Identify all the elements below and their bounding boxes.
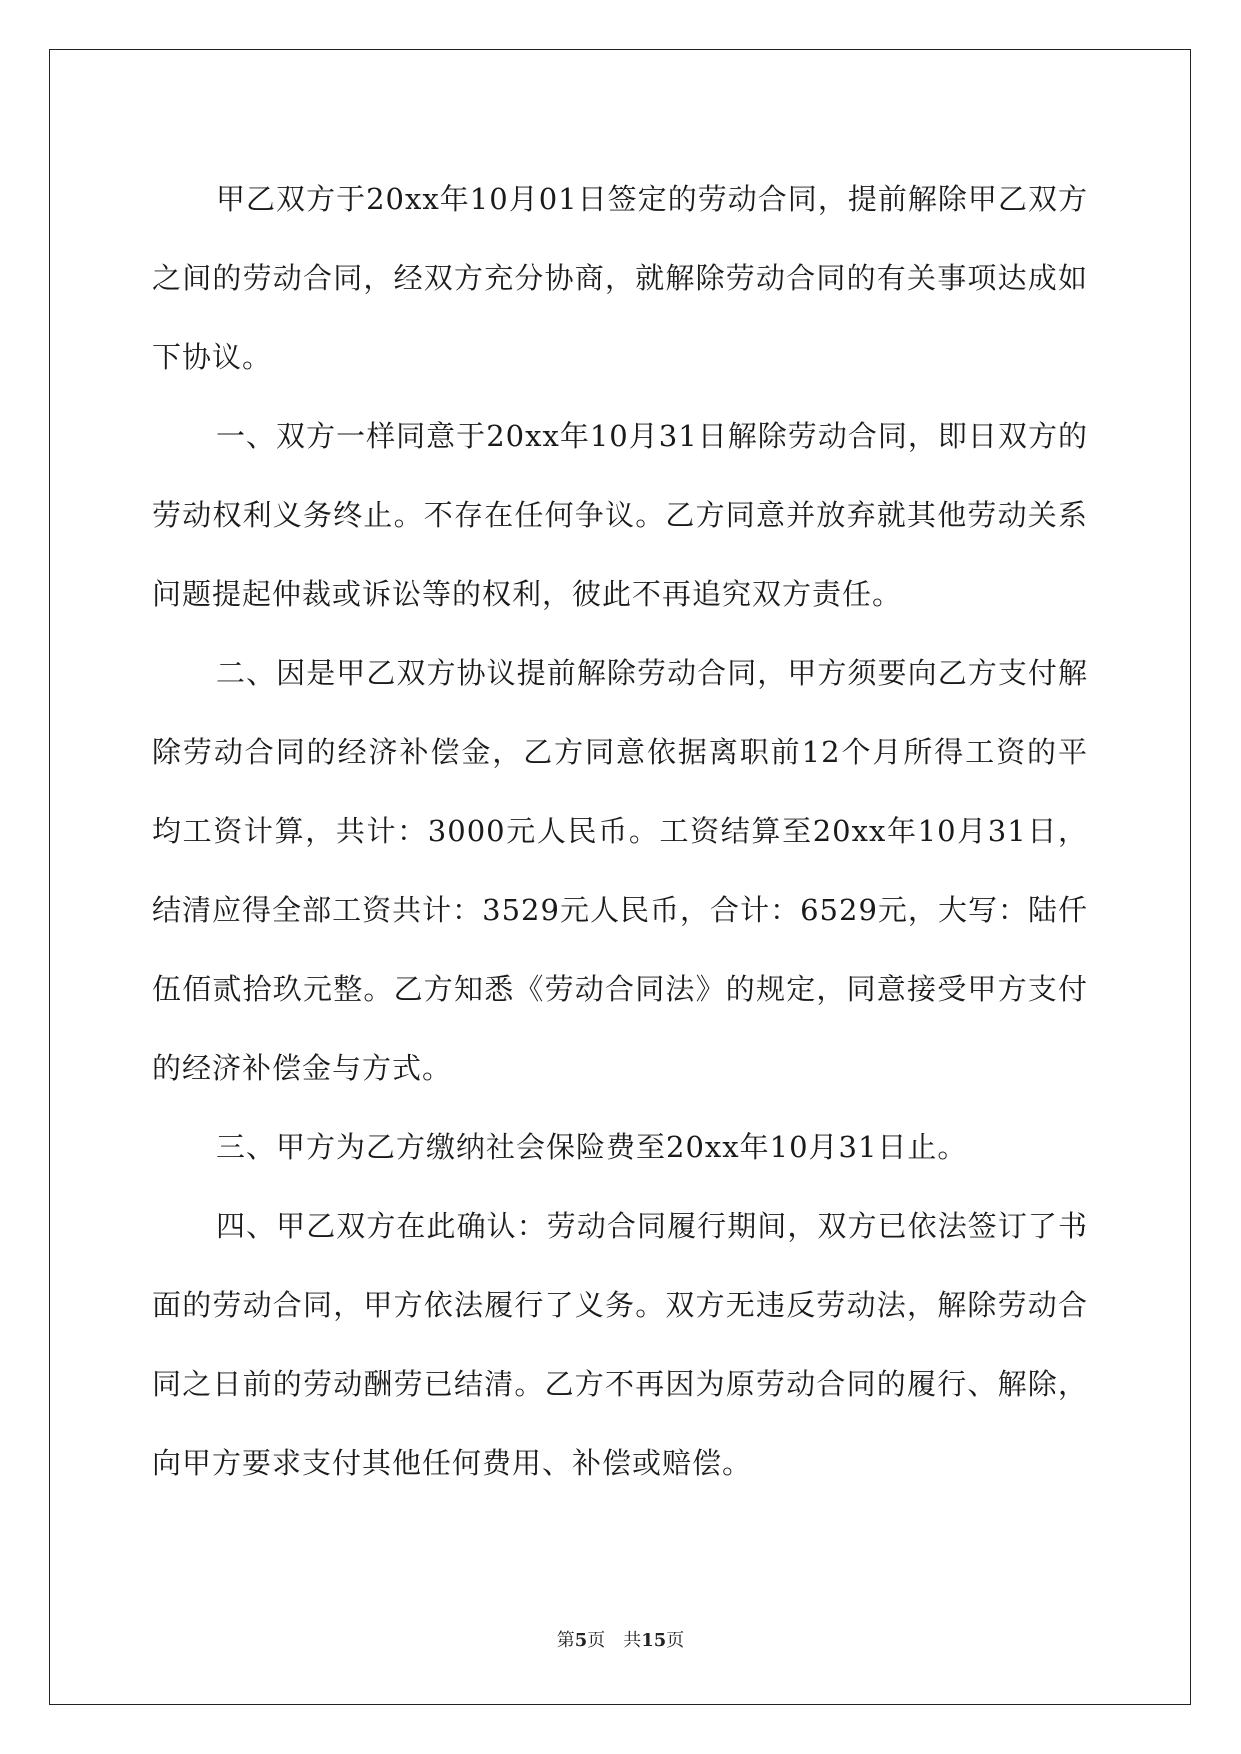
document-body [152,160,1088,1503]
paragraph-clause-1: 一、双方一样同意于20xx年10月31日解除劳动合同，即日双方的劳动权利义务终止。不存在任何争议。乙方同意并放弃就其他劳动关系问题提起仲裁或诉讼等的权利，彼此不再追究双方责任。 [152,419,1088,611]
page-footer [0,1626,1241,1652]
page-mid: 页 共 [587,1630,642,1651]
page-total: 15 [641,1630,667,1651]
paragraph-intro: 甲乙双方于20xx年10月01日签定的劳动合同，提前解除甲乙双方之间的劳动合同，经双方充分协商，就解除劳动合同的有关事项达成如下协议。 [152,182,1088,374]
page-suffix: 页 [666,1630,685,1651]
paragraph-clause-4: 四、甲乙双方在此确认：劳动合同履行期间，双方已依法签订了书面的劳动合同，甲方依法履行了义务。双方无违反劳动法，解除劳动合同之日前的劳动酬劳已结清。乙方不再因为原劳动合同的履行、解除，向甲方要求支付其他任何费用、补偿或赔偿。 [152,1209,1088,1480]
page-prefix: 第 [556,1630,575,1651]
paragraph-clause-3: 三、甲方为乙方缴纳社会保险费至20xx年10月31日止。 [216,1130,968,1164]
page-current: 5 [574,1630,588,1651]
paragraph-clause-2: 二、因是甲乙双方协议提前解除劳动合同，甲方须要向乙方支付解除劳动合同的经济补偿金，乙方同意依据离职前12个月所得工资的平均工资计算，共计：3000元人民币。工资结算至20xx年10月31日，结清应得全部工资共计：3529元人民币，合计：6529元，大写：陆仟伍佰贰拾玖元整。乙方知悉《劳动合同法》的规定，同意接受甲方支付的经济补偿金与方式。 [152,656,1088,1085]
